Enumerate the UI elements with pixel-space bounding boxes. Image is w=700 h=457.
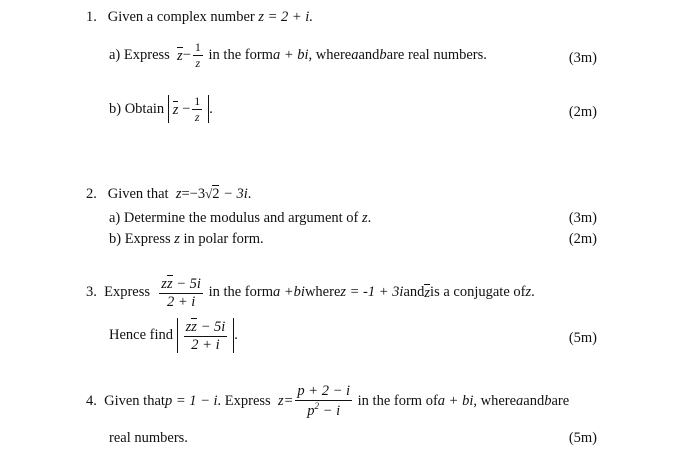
fraction-p-expression: $\frac{p + 2 - i}{p^2 - i}$ — [297, 383, 351, 420]
question-4-number: 4. — [86, 393, 97, 410]
question-3-marks: (5m) — [568, 330, 597, 346]
question-1b-marks: (2m) — [568, 104, 597, 120]
question-1a-marks: (3m) — [568, 50, 597, 66]
question-2-stem: 2. Given that z=−3√2 − 3i. — [86, 186, 252, 202]
question-2a-marks: (3m) — [568, 210, 597, 226]
absolute-value-fraction: $\frac{zz - 5i}{2 + i}$ — [177, 318, 235, 353]
absolute-value-expression: z − $\frac{1}{z}$ — [168, 95, 209, 123]
question-3-hence: Hence find $\frac{zz - 5i}{2 + i}$ . — [109, 319, 238, 354]
question-1b: b) Obtain z − $\frac{1}{z}$ . — [109, 94, 213, 124]
question-1-number: 1. — [86, 9, 97, 25]
question-2b-marks: (2m) — [568, 231, 597, 247]
question-2a: a) Determine the modulus and argument of z. — [109, 210, 372, 226]
fraction-one-over-z: $\frac{1}{z}$ — [194, 40, 201, 70]
question-1a: a) Express z − $\frac{1}{z}$ in the form a + bi , where a and b are real numbers. — [109, 40, 487, 70]
question-4-marks: (5m) — [568, 430, 597, 446]
question-2b: b) Express z in polar form. — [109, 231, 264, 247]
question-4-stem: 4. Given that p = 1 − i . Express z= $\frac{p + 2 - i}{p^2 - i}$ in the form of a + bi , where a and b are — [86, 383, 570, 420]
question-3-stem: 3. Express $\frac{zz - 5i}{2 + i}$ in the form a +bi where z = -1 + 3i and z is a conjugate of z . — [86, 276, 535, 311]
question-2-number: 2. — [86, 186, 97, 202]
fraction-zzbar-minus-5i: $\frac{zz - 5i}{2 + i}$ — [161, 276, 201, 311]
question-4-line2: real numbers. — [109, 430, 188, 446]
question-1-stem: 1. Given a complex number z = 2 + i. — [86, 9, 313, 25]
question-3-number: 3. — [86, 284, 97, 301]
